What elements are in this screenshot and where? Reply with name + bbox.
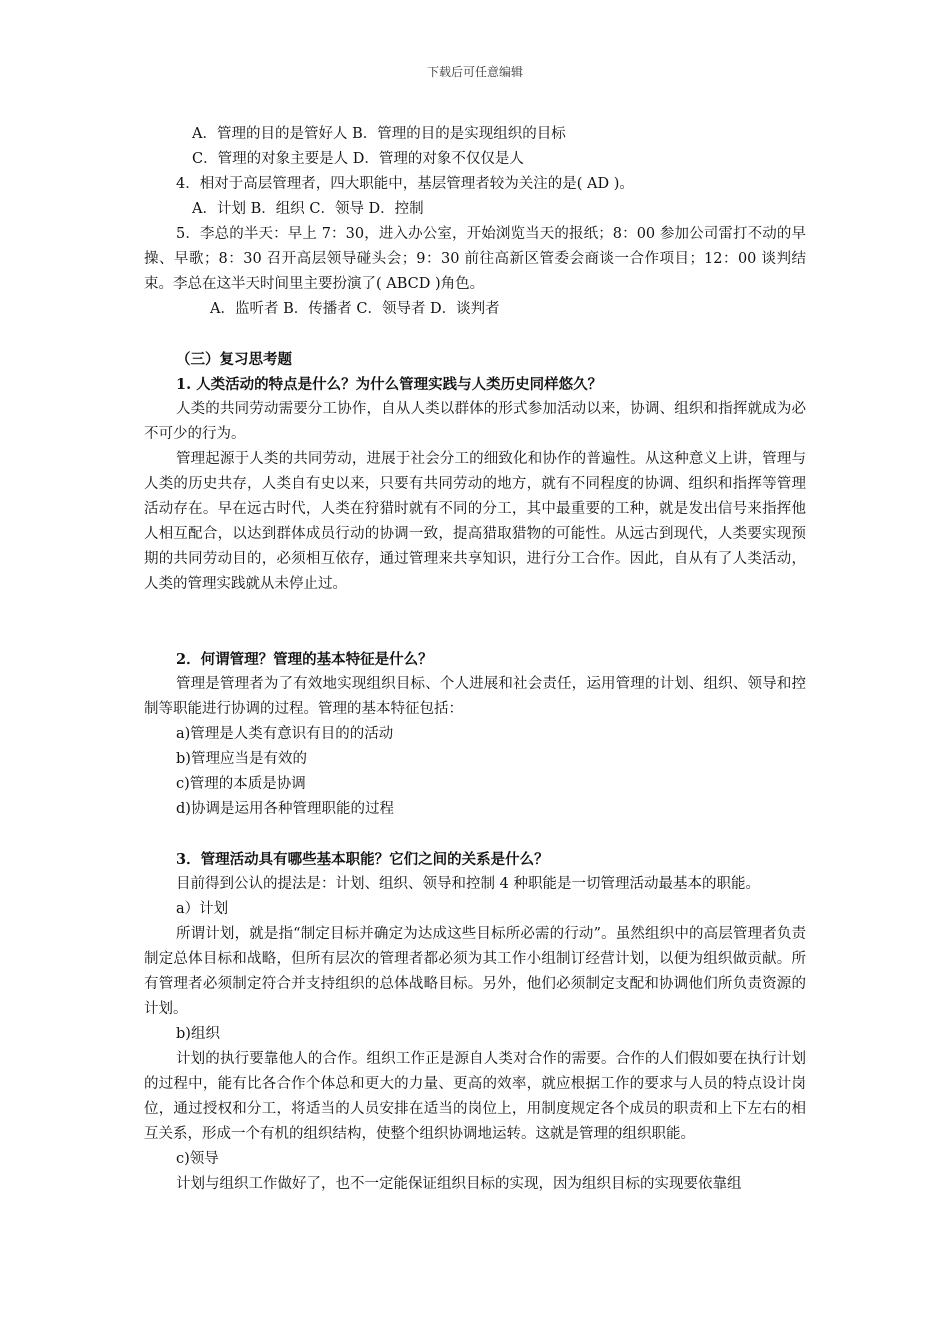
question-5: 5．李总的半天：早上 7：30，进入办公室，开始浏览当天的报纸；8：00 参加公司雷打不动的早操、早歌；8：30 召开高层领导碰头会；9：30 前往高新区管委会商谈一合作项目；12：00 谈判结束。李总在这半天时间里主要扮演了( ABCD )角色。 [144,226,806,292]
page-header: 下载后可任意编辑 [426,65,523,79]
review-question-2-paragraph-1: 管理是管理者为了有效地实现组织目标、个人进展和社会责任，运用管理的计划、组织、领导和控制等职能进行协调的过程。管理的基本特征包括： [144,676,806,717]
q4-options: A．计划 B．组织 C．领导 D．控制 [192,201,424,217]
review-question-3-item-b-paragraph: 计划的执行要靠他人的合作。组织工作正是源自人类对合作的需要。合作的人们假如要在执行计划的过程中，能有比各合作个体总和更大的力量、更高的效率，就应根据工作的要求与人员的特点设计岗位，通过授权和分工，将适当的人员安排在适当的岗位上，用制度规定各个成员的职责和上下左右的相互关系，形成一个有机的组织结构，使整个组织协调地运转。这就是管理的组织职能。 [144,1051,806,1142]
review-question-2-item-d: d)协调是运用各种管理职能的过程 [176,801,394,817]
section-title: （三）复习思考题 [176,351,292,368]
document-body [144,122,806,1197]
q3-options-line-2: C．管理的对象主要是人 D．管理的对象不仅仅是人 [192,151,524,167]
review-question-1-title: 1. 人类活动的特点是什么？为什么管理实践与人类历史同样悠久？ [176,376,603,393]
q5-options: A．监听者 B．传播者 C．领导者 D．谈判者 [210,301,500,317]
q3-options-line-1: A．管理的目的是管好人 B．管理的目的是实现组织的目标 [192,126,566,142]
review-question-3-item-a-paragraph: 所谓计划，就是指“制定目标并确定为达成这些目标所必需的行动”。虽然组织中的高层管理者负责制定总体目标和战略，但所有层次的管理者都必须为其工作小组制订经营计划，以便为组织做贡献。所有管理者必须制定符合并支持组织的总体战略目标。另外，他们必须制定支配和协调他们所负责资源的计划。 [144,926,806,1017]
review-question-2-title: 2．何谓管理？管理的基本特征是什么？ [176,651,433,668]
review-question-2-item-c: c)管理的本质是协调 [176,776,306,792]
review-question-3-item-b: b)组织 [176,1026,220,1042]
review-question-1-paragraph-1: 人类的共同劳动需要分工协作，自从人类以群体的形式参加活动以来，协调、组织和指挥就成为必不可少的行为。 [144,401,806,442]
review-question-3-item-c-paragraph: 计划与组织工作做好了，也不一定能保证组织目标的实现，因为组织目标的实现要依靠组 [176,1176,742,1192]
review-question-3-item-c: c)领导 [176,1151,219,1167]
review-question-3-paragraph-1: 目前得到公认的提法是：计划、组织、领导和控制 4 种职能是一切管理活动最基本的职能。 [176,876,760,892]
question-4: 4．相对于高层管理者，四大职能中，基层管理者较为关注的是( AD )。 [176,176,634,192]
review-question-3-title: 3．管理活动具有哪些基本职能？它们之间的关系是什么？ [176,851,549,868]
review-question-1-paragraph-2: 管理起源于人类的共同劳动，进展于社会分工的细致化和协作的普遍性。从这种意义上讲，管理与人类的历史共存，人类自有史以来，只要有共同劳动的地方，就有不同程度的协调、组织和指挥等管理活动存在。早在远古时代，人类在狩猎时就有不同的分工，其中最重要的工种，就是发出信号来指挥他人相互配合，以达到群体成员行动的协调一致，提高猎取猎物的可能性。从远古到现代，人类要实现预期的共同劳动目的，必须相互依存，通过管理来共享知识，进行分工合作。因此，自从有了人类活动，人类的管理实践就从未停止过。 [144,451,806,592]
review-question-2-item-a: a)管理是人类有意识有目的的活动 [176,726,394,742]
review-question-2-item-b: b)管理应当是有效的 [176,751,307,767]
review-question-3-item-a: a）计划 [176,901,229,917]
